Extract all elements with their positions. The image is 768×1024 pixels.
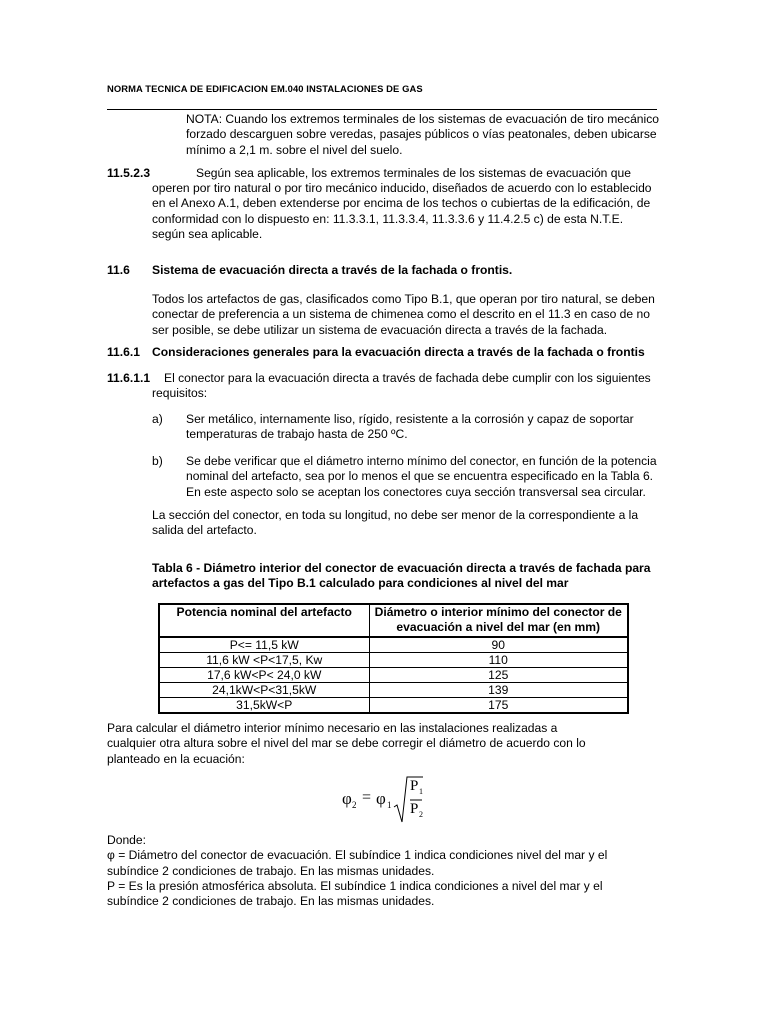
paragraph-line: planteado en la ecuación:: [107, 751, 245, 766]
paragraph-line: cualquier otra altura sobre el nivel del mar se debe corregir el diámetro de acuerdo con lo: [107, 736, 586, 751]
table-cell-potencia: 31,5kW<P: [159, 697, 369, 713]
donde-section: [107, 833, 687, 909]
list-item-letter: a): [152, 412, 163, 426]
document-header: NORMA TECNICA DE EDIFICACION EM.040 INSTALACIONES DE GAS: [107, 83, 423, 94]
list-item-b-text: [186, 454, 683, 500]
paragraph-line: En este aspecto solo se aceptan los conectores cuya sección transversal sea circular.: [186, 484, 646, 499]
donde-title: Donde:: [107, 833, 146, 847]
table-cell-diametro: 90: [369, 637, 628, 653]
list-item-a-text: [186, 412, 683, 443]
table-row: [159, 667, 628, 682]
table-cell-potencia: 24,1kW<P<31,5kW: [159, 682, 369, 697]
paragraph-line: salida del artefacto.: [152, 523, 257, 538]
table-row: [159, 682, 628, 697]
paragraph-line: temperaturas de trabajo hasta de 250 ºC.: [186, 427, 408, 442]
section-11-6-1-1-second-line: requisitos:: [152, 386, 208, 400]
table-header-row: [159, 604, 628, 637]
donde-line: φ = Diámetro del conector de evacuación. El subíndice 1 indica condiciones nivel del mar y el: [107, 848, 608, 863]
diameter-equation: [342, 772, 432, 828]
equation-lhs-symbol: φ: [342, 789, 352, 808]
equation-numerator: P: [410, 778, 419, 794]
table-6: [158, 603, 629, 714]
section-number-11-6: 11.6: [107, 263, 130, 277]
nota-line: NOTA: Cuando los extremos terminales de los sistemas de evacuación de tiro mecánico: [186, 112, 659, 126]
equation-denominator: P: [410, 801, 419, 817]
caption-line: Tabla 6 - Diámetro interior del conector de evacuación directa a través de fachada para: [152, 561, 651, 575]
paragraph-line: La sección del conector, en toda su longitud, no debe ser menor de la correspondiente a la: [152, 508, 639, 522]
equation-denominator-subscript: 2: [419, 810, 423, 819]
donde-line: subíndice 2 condiciones de trabajo. En las mismas unidades.: [107, 863, 435, 878]
donde-line: subíndice 2 condiciones de trabajo. En las mismas unidades.: [107, 894, 435, 909]
table-row: [159, 652, 628, 667]
paragraph-line: conectar de preferencia a un sistema de chimenea como el descrito en el 11.3 en caso de no: [152, 307, 650, 322]
header-rule: [107, 109, 657, 110]
paragraph-line: Para calcular el diámetro interior mínimo necesario en las instalaciones realizadas a: [107, 721, 558, 735]
nota-line: mínimo a 2,1 m. sobre el nivel del suelo.: [186, 142, 403, 157]
nota-line: forzado descarguen sobre veredas, pasajes públicos o vías peatonales, deben ubicarse: [186, 127, 657, 142]
paragraph-line: Ser metálico, internamente liso, rígido, resistente a la corrosión y capaz de soportar: [186, 412, 634, 426]
caption-line: artefactos a gas del Tipo B.1 calculado para condiciones al nivel del mar: [152, 576, 569, 591]
connector-section-paragraph: [152, 508, 683, 539]
paragraph-line: en el Anexo A.1, deben extenderse por encima de los techos o cubiertas de la edificación, de: [152, 196, 651, 211]
paragraph-line: conformidad con lo dispuesto en: 11.3.3.1, 11.3.3.4, 11.3.3.6 y 11.4.2.5 c) de esta N.T.E.: [152, 211, 624, 226]
table-row: [159, 637, 628, 653]
equation-rhs-subscript: 1: [387, 800, 392, 810]
donde-line: P = Es la presión atmosférica absoluta. El subíndice 1 indica condiciones a nivel del mar y el: [107, 878, 603, 893]
table-header-diametro: Diámetro o interior mínimo del conector de evacuación a nivel del mar (en mm): [369, 604, 628, 637]
list-item-letter: b): [152, 454, 163, 468]
table-cell-potencia: P<= 11,5 kW: [159, 637, 369, 653]
table-6-wrapper: [158, 603, 629, 714]
equation-lhs-subscript: 2: [352, 800, 357, 810]
equation-equals: =: [362, 789, 372, 806]
equation-rhs-symbol: φ: [376, 789, 386, 808]
nota-paragraph: [186, 112, 683, 158]
paragraph-line: nominal del artefacto, sea por lo menos el que se encuentra especificado en la Tabla 6.: [186, 469, 654, 484]
section-title-11-6-1: Consideraciones generales para la evacuación directa a través de la fachada o frontis: [152, 345, 645, 359]
table-cell-potencia: 11,6 kW <P<17,5, Kw: [159, 652, 369, 667]
paragraph-line: operen por tiro natural o por tiro mecánico inducido, diseñados de acuerdo con lo establecido: [152, 181, 652, 195]
table-row: [159, 697, 628, 713]
table-cell-potencia: 17,6 kW<P< 24,0 kW: [159, 667, 369, 682]
table-cell-diametro: 110: [369, 652, 628, 667]
section-number-11-6-1-1: 11.6.1.1: [107, 371, 151, 385]
section-11-5-2-3-paragraph: [152, 181, 683, 242]
table-cell-diametro: 175: [369, 697, 628, 713]
section-11-6-paragraph: [152, 292, 683, 338]
table-cell-diametro: 139: [369, 682, 628, 697]
table-header-potencia: Potencia nominal del artefacto: [159, 604, 369, 637]
paragraph-line: Todos los artefactos de gas, clasificados como Tipo B.1, que operan por tiro natural, se deben: [152, 292, 655, 306]
equation-numerator-subscript: 1: [419, 787, 423, 796]
section-11-5-2-3-first-line: Según sea aplicable, los extremos terminales de los sistemas de evacuación que: [196, 166, 631, 180]
calc-paragraph: [107, 721, 607, 767]
paragraph-line: ser posible, se debe utilizar un sistema de evacuación directa a través de la fachada.: [152, 322, 608, 337]
section-11-6-1-1-first-line: El conector para la evacuación directa a través de fachada debe cumplir con los siguientes: [164, 371, 651, 385]
table-cell-diametro: 125: [369, 667, 628, 682]
section-number-11-5-2-3: 11.5.2.3: [107, 166, 151, 180]
paragraph-line: según sea aplicable.: [152, 226, 263, 241]
paragraph-line: Se debe verificar que el diámetro interno mínimo del conector, en función de la potencia: [186, 454, 657, 468]
section-title-11-6: Sistema de evacuación directa a través de la fachada o frontis.: [152, 263, 513, 277]
table-6-caption: [152, 561, 683, 592]
section-number-11-6-1: 11.6.1: [107, 345, 140, 359]
